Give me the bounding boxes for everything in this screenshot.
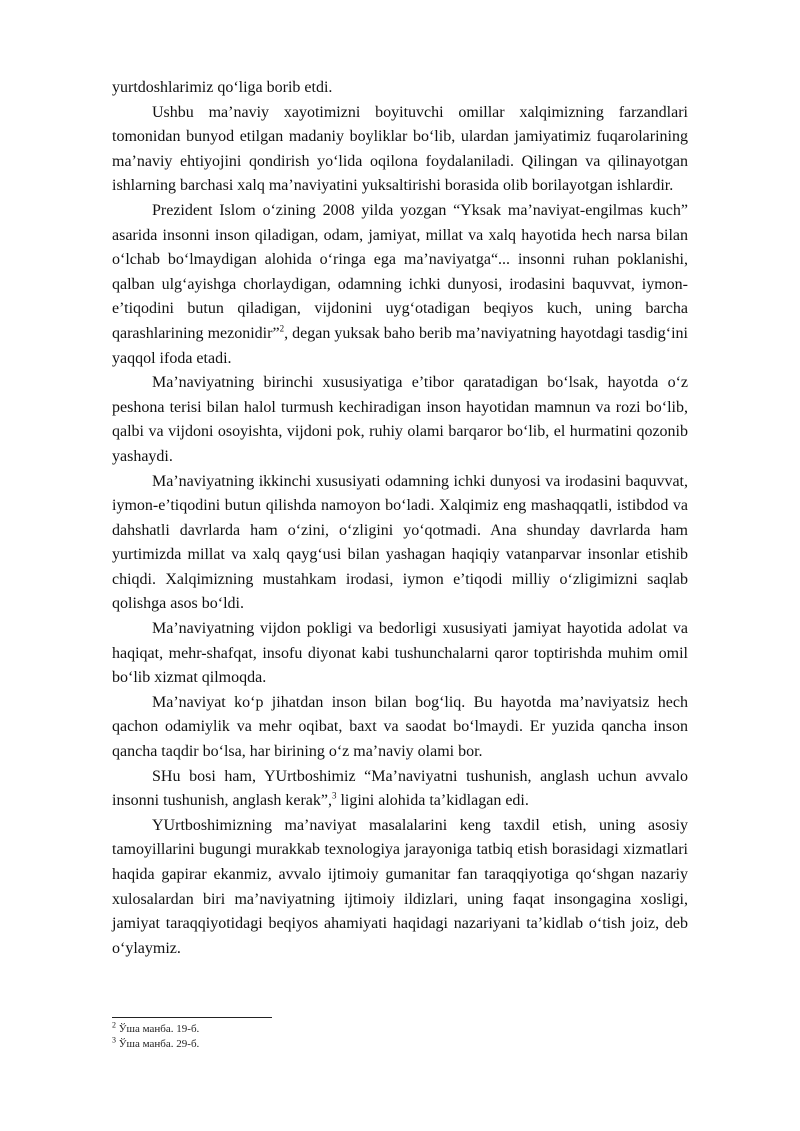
footnote-3 — [112, 1037, 688, 1052]
paragraph-5 — [112, 617, 688, 691]
paragraph-8 — [112, 814, 688, 962]
paragraph-text: SHu bosi ham, YUrtboshimiz “Ma’naviyatni tushunish, anglash uchun avvalo insonni tushunish, anglash kerak”, — [112, 767, 688, 810]
footnote-text: Ўша манба. 29-б. — [116, 1038, 200, 1050]
paragraph-text: Ma’naviyatning birinchi xususiyatiga e’tibor qaratadigan bo‘lsak, hayotda o‘z peshona terisi bilan halol turmush kechiradigan inson hayotidan mamnun va rozi bo‘lib, qalbi va vijdoni osoyishta, vijdoni pok, ruhiy olami barqaror bo‘lib, el hurmatini qozonib yashaydi. — [112, 374, 688, 465]
paragraph-7 — [112, 765, 688, 814]
paragraph-text: yurtdoshlarimiz qo‘liga borib etdi. — [112, 79, 333, 96]
footnote-2 — [112, 1022, 688, 1037]
paragraph-2 — [112, 199, 688, 371]
footnotes — [112, 1022, 688, 1052]
paragraph-6 — [112, 691, 688, 765]
paragraph-text: Ma’naviyatning vijdon pokligi va bedorligi xususiyati jamiyat hayotida adolat va haqiqat, mehr-shafqat, insofu diyonat kabi tushunchalarni qaror toptirishda muhim omil bo‘lib xizmat qilmoqda. — [112, 620, 688, 687]
paragraph-text: Ushbu ma’naviy xayotimizni boyituvchi omillar xalqimizning farzandlari tomonidan bunyod etilgan madaniy boyliklar bo‘lib, ulardan jamiyatimiz fuqarolarining ma’naviy ehtiyojini qondirish yo‘lida oqilona foydalaniladi. Qilingan va qilinayotgan ishlarning barchasi xalq ma’naviyatini yuksaltirishi borasida olib borilayotgan ishlardir. — [112, 103, 688, 195]
paragraph-text: YUrtboshimizning ma’naviyat masalalarini keng taxdil etish, uning asosiy tamoyillarini bugungi murakkab texnologiya jarayoniga tatbiq etish borasidagi xizmatlari haqida gapirar ekanmiz, avvalo ijtimoiy gumanitar fan taraqqiyotiga qo‘shgan nazariy xulosalardan biri ma’naviyatning ijtimoiy ildizlari, uning faqat insongagina xosligi, jamiyat taraqqiyotidagi beqiyos ahamiyati haqidagi nazariyani ta’kidlab o‘tish joiz, deb o‘ylaymiz. — [112, 816, 688, 957]
document-body — [112, 76, 688, 961]
paragraph-text: Prezident Islom o‘zining 2008 yilda yozgan “Yksak ma’naviyat-engilmas kuch” asarida insonni inson qiladigan, odam, jamiyat, millat va xalq hayotida hech narsa bilan o‘lchab bo‘lmaydigan alohida o‘ringa ega ma’naviyatga“... insonni ruhan poklanishi, qalban ulg‘ayishga chorlaydigan, odamning ichki dunyosi, irodasini baquvvat, iymon-e’tiqodini butun qiladigan, vijdonini uyg‘otadigan beqiyos kuch, uning barcha qarashlarining mezonidir” — [112, 201, 688, 342]
paragraph-text: Ma’naviyat ko‘p jihatdan inson bilan bog‘liq. Bu hayotda ma’naviyatsiz hech qachon odamiylik va mehr oqibat, baxt va saodat bo‘lmaydi. Er yuzida qancha inson qancha taqdir bo‘lsa, har birining o‘z ma’naviy olami bor. — [112, 693, 688, 761]
footnote-number: 2 — [112, 1020, 116, 1030]
paragraph-1 — [112, 101, 688, 199]
paragraph-3 — [112, 371, 688, 469]
paragraph-0 — [112, 76, 688, 101]
footnote-text: Ўша манба. 19-б. — [116, 1023, 200, 1035]
footnote-ref-3[interactable]: 3 — [331, 790, 337, 801]
paragraph-4 — [112, 470, 688, 618]
footnote-ref-2[interactable]: 2 — [279, 323, 285, 334]
paragraph-text-cont: ligini alohida ta’kidlagan edi. — [336, 792, 529, 810]
footnote-number: 3 — [112, 1035, 116, 1045]
paragraph-text-cont: , degan yuksak baho berib ma’naviyatning hayotdagi tasdig‘ini yaqqol ifoda etadi. — [112, 324, 688, 367]
paragraph-text: Ma’naviyatning ikkinchi xususiyati odamning ichki dunyosi va irodasini baquvvat, iymon-e’tiqodini butun qilishda namoyon bo‘ladi. Xalqimiz eng mashaqqatli, istibdod va dahshatli davrlarda ham o‘zini, o‘zligini yo‘qotmadi. Ana shunday davrlarda ham yurtimizda millat va xalq qayg‘usi bilan yashagan haqiqiy vatanparvar insonlar etishib chiqdi. Xalqimizning mustahkam irodasi, iymon e’tiqodi milliy o‘zligimizni saqlab qolishga asos bo‘ldi. — [112, 472, 688, 613]
footnote-divider — [112, 1017, 272, 1018]
